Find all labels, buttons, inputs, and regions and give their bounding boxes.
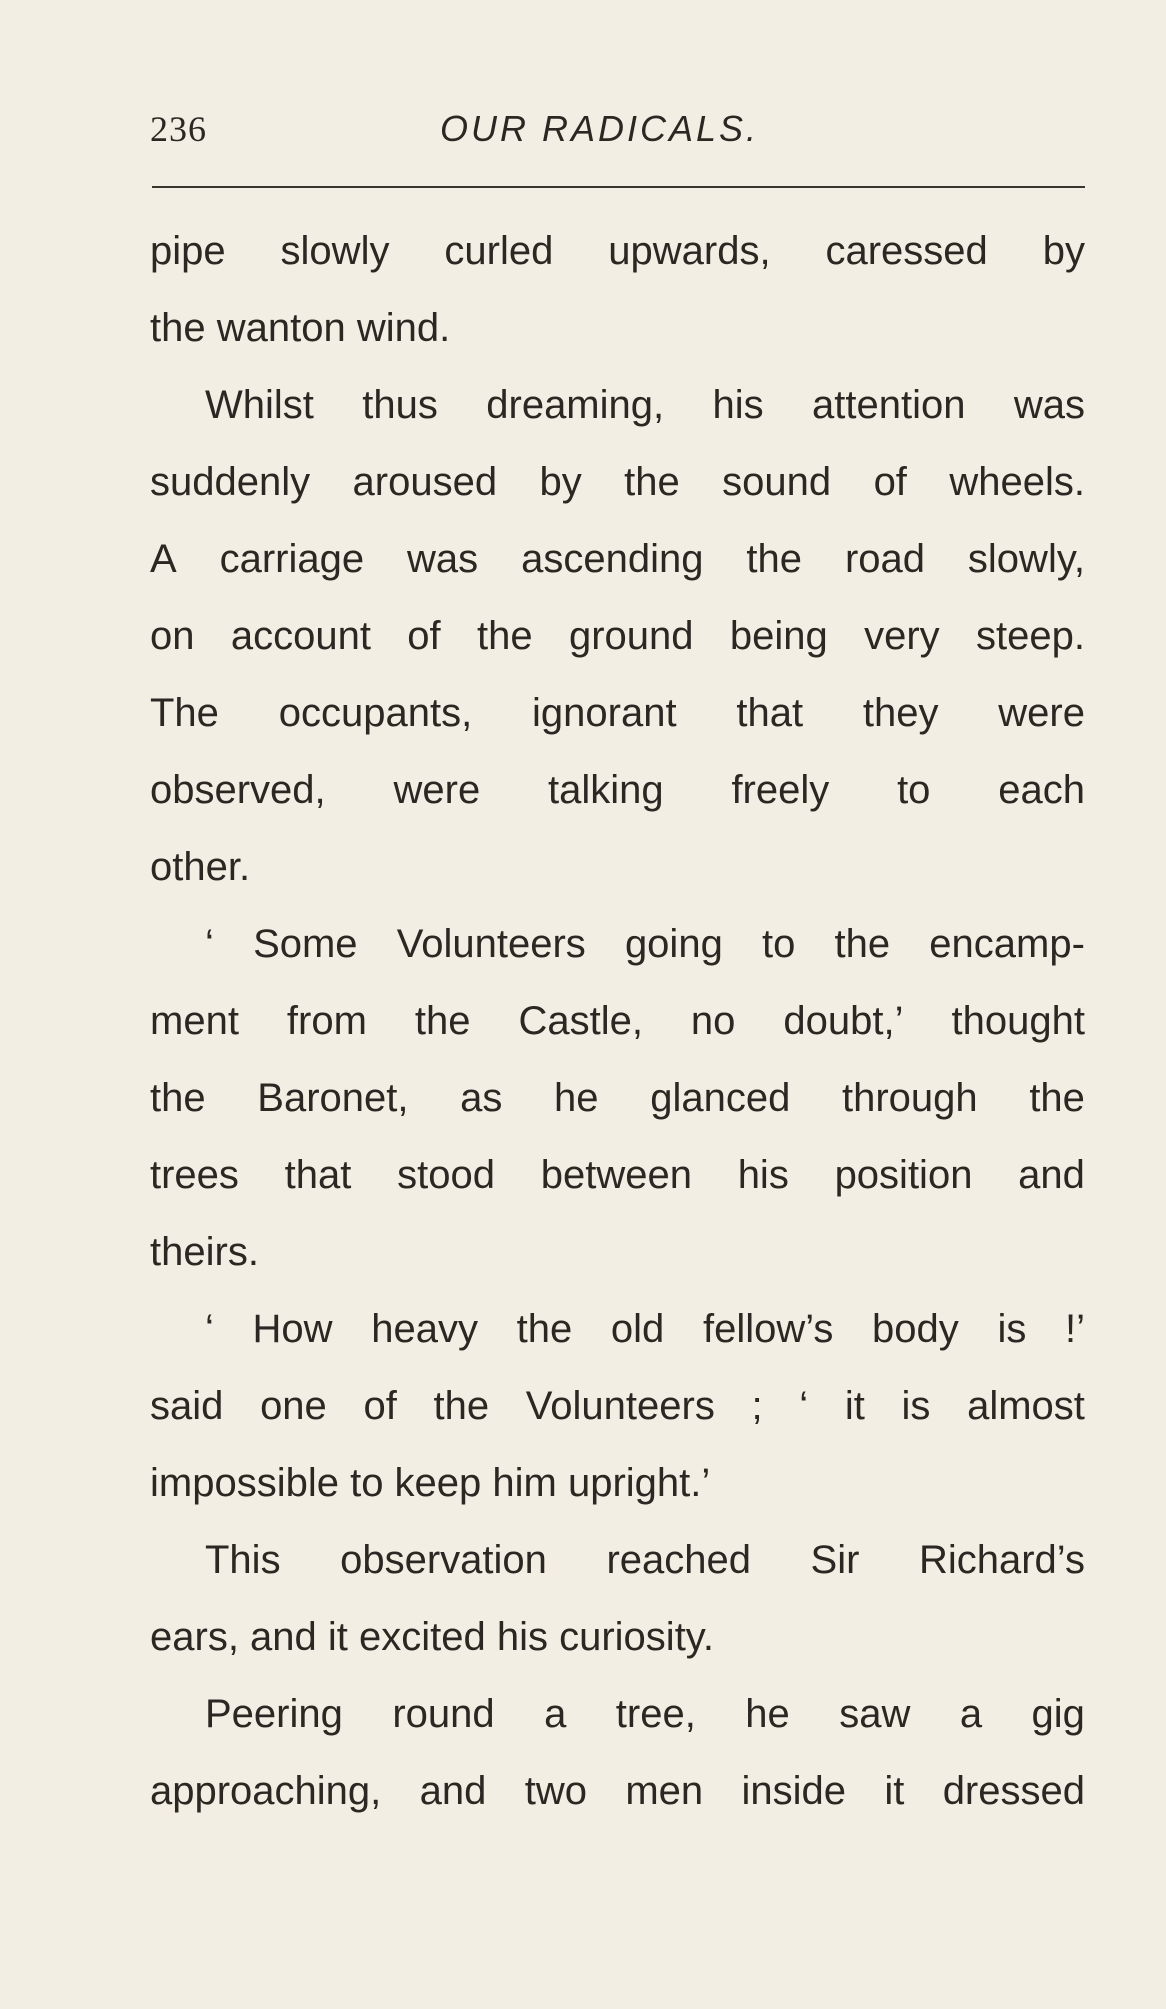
text-line: approaching, and two men inside it dressed (150, 1769, 1085, 1813)
text-line: on account of the ground being very steep. (150, 614, 1085, 658)
text-line: observed, were talking freely to each (150, 768, 1085, 812)
text-line: other. (150, 845, 251, 889)
body-text (150, 213, 1085, 1830)
text-line: Whilst thus dreaming, his attention was (205, 383, 1085, 427)
running-head: OUR RADICALS. (440, 108, 760, 149)
text-line: A carriage was ascending the road slowly, (150, 537, 1085, 581)
text-line: suddenly aroused by the sound of wheels. (150, 460, 1085, 504)
text-line: theirs. (150, 1230, 259, 1274)
text-line: Peering round a tree, he saw a gig (205, 1692, 1085, 1736)
text-line: ment from the Castle, no doubt,’ thought (150, 999, 1085, 1043)
text-line: said one of the Volunteers ; ‘ it is almost (150, 1384, 1085, 1428)
text-line: impossible to keep him upright.’ (150, 1461, 711, 1505)
page-number: 236 (150, 109, 207, 149)
text-line: pipe slowly curled upwards, caressed by (150, 229, 1085, 273)
page-header (150, 108, 1085, 168)
text-line: This observation reached Sir Richard’s (205, 1538, 1085, 1582)
text-line: ‘ How heavy the old fellow’s body is !’ (205, 1307, 1085, 1351)
text-line: ‘ Some Volunteers going to the encamp- (205, 922, 1085, 966)
text-line: The occupants, ignorant that they were (150, 691, 1085, 735)
text-line: ears, and it excited his curiosity. (150, 1615, 714, 1659)
text-line: trees that stood between his position and (150, 1153, 1085, 1197)
header-rule (152, 186, 1085, 188)
text-line: the wanton wind. (150, 306, 451, 350)
text-line: the Baronet, as he glanced through the (150, 1076, 1085, 1120)
